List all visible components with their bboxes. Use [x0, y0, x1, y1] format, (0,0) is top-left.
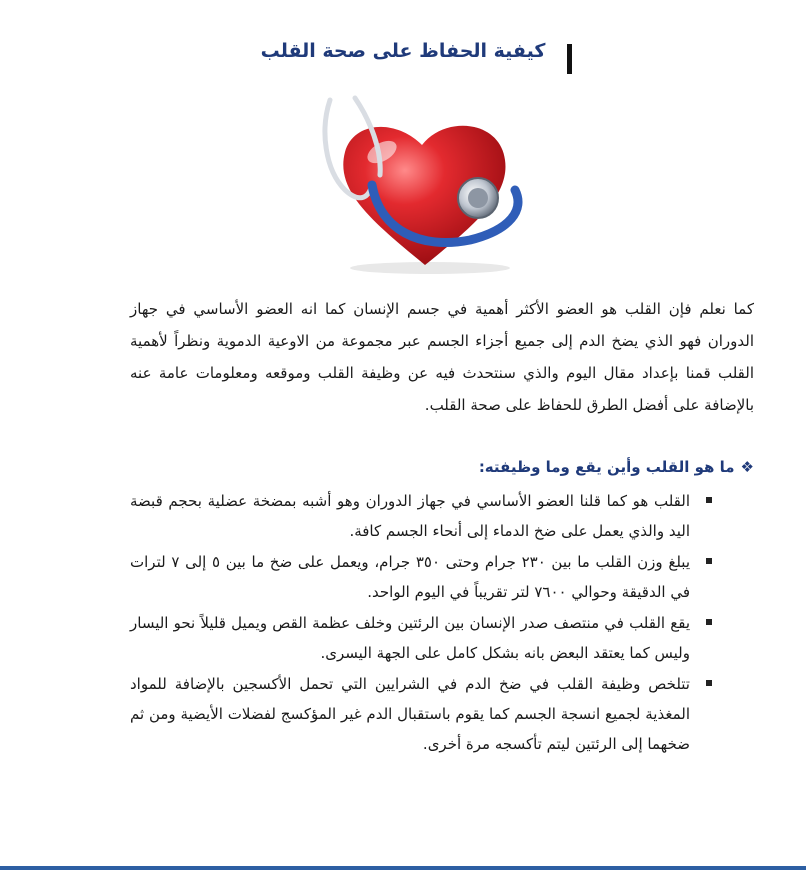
square-bullet-icon — [706, 619, 712, 625]
text-cursor — [567, 44, 572, 74]
list-item — [130, 669, 690, 759]
square-bullet-icon — [706, 680, 712, 686]
square-bullet-icon — [706, 558, 712, 564]
list-item-text: يقع القلب في منتصف صدر الإنسان بين الرئتين وخلف عظمة القص ويميل قليلاً نحو اليسار وليس كما يعتقد البعض بانه بشكل كامل على الجهة اليسرى. — [130, 614, 690, 662]
section-heading — [330, 458, 754, 476]
list-item-text: يبلغ وزن القلب ما بين ٢٣٠ جرام وحتى ٣٥٠ جرام، ويعمل على ضخ ما بين ٥ إلى ٧ لترات في الدقيقة وحوالي ٧٦٠٠ لتر تقريباً في اليوم الواحد. — [130, 553, 690, 601]
list-item — [130, 547, 690, 607]
section-heading-text: ما هو القلب وأين يقع وما وظيفته: — [478, 458, 735, 476]
list-item-text: تتلخص وظيفة القلب في ضخ الدم في الشرايين التي تحمل الأكسجين بالإضافة للمواد المغذية لجميع انسجة الجسم كما يقوم باستقبال الدم غير المؤكسج لفضلات الأيضية ومن ثم ضخهما إلى الرئتين ليتم تأكسجه مرة أخرى. — [130, 675, 690, 753]
intro-paragraph: كما نعلم فإن القلب هو العضو الأكثر أهمية في جسم الإنسان كما انه العضو الأساسي في جهاز الدوران فهو الذي يضخ الدم إلى جميع أجزاء الجسم عبر مجموعة من الاوعية الدموية ونظراً لأهمية القلب قمنا بإعداد مقال اليوم والذي سنتحدث فيه عن وظيفة القلب وموقعه ومعلومات عامة عنه بالإضافة على أفضل الطرق للحفاظ على صحة القلب. — [130, 300, 754, 414]
list-item-text: القلب هو كما قلنا العضو الأساسي في جهاز الدوران وهو أشبه بمضخة عضلية بحجم قبضة اليد والذي يعمل على ضخ الدماء إلى أنحاء الجسم كافة. — [130, 492, 690, 540]
bottom-rule — [0, 866, 806, 870]
heart-with-stethoscope-icon — [310, 90, 540, 280]
square-bullet-icon — [706, 497, 712, 503]
bullet-list — [130, 486, 690, 760]
page-title: كيفية الحفاظ على صحة القلب — [260, 40, 546, 62]
list-item — [130, 486, 690, 546]
list-item — [130, 608, 690, 668]
diamond-bullet-icon: ❖ — [740, 458, 754, 476]
